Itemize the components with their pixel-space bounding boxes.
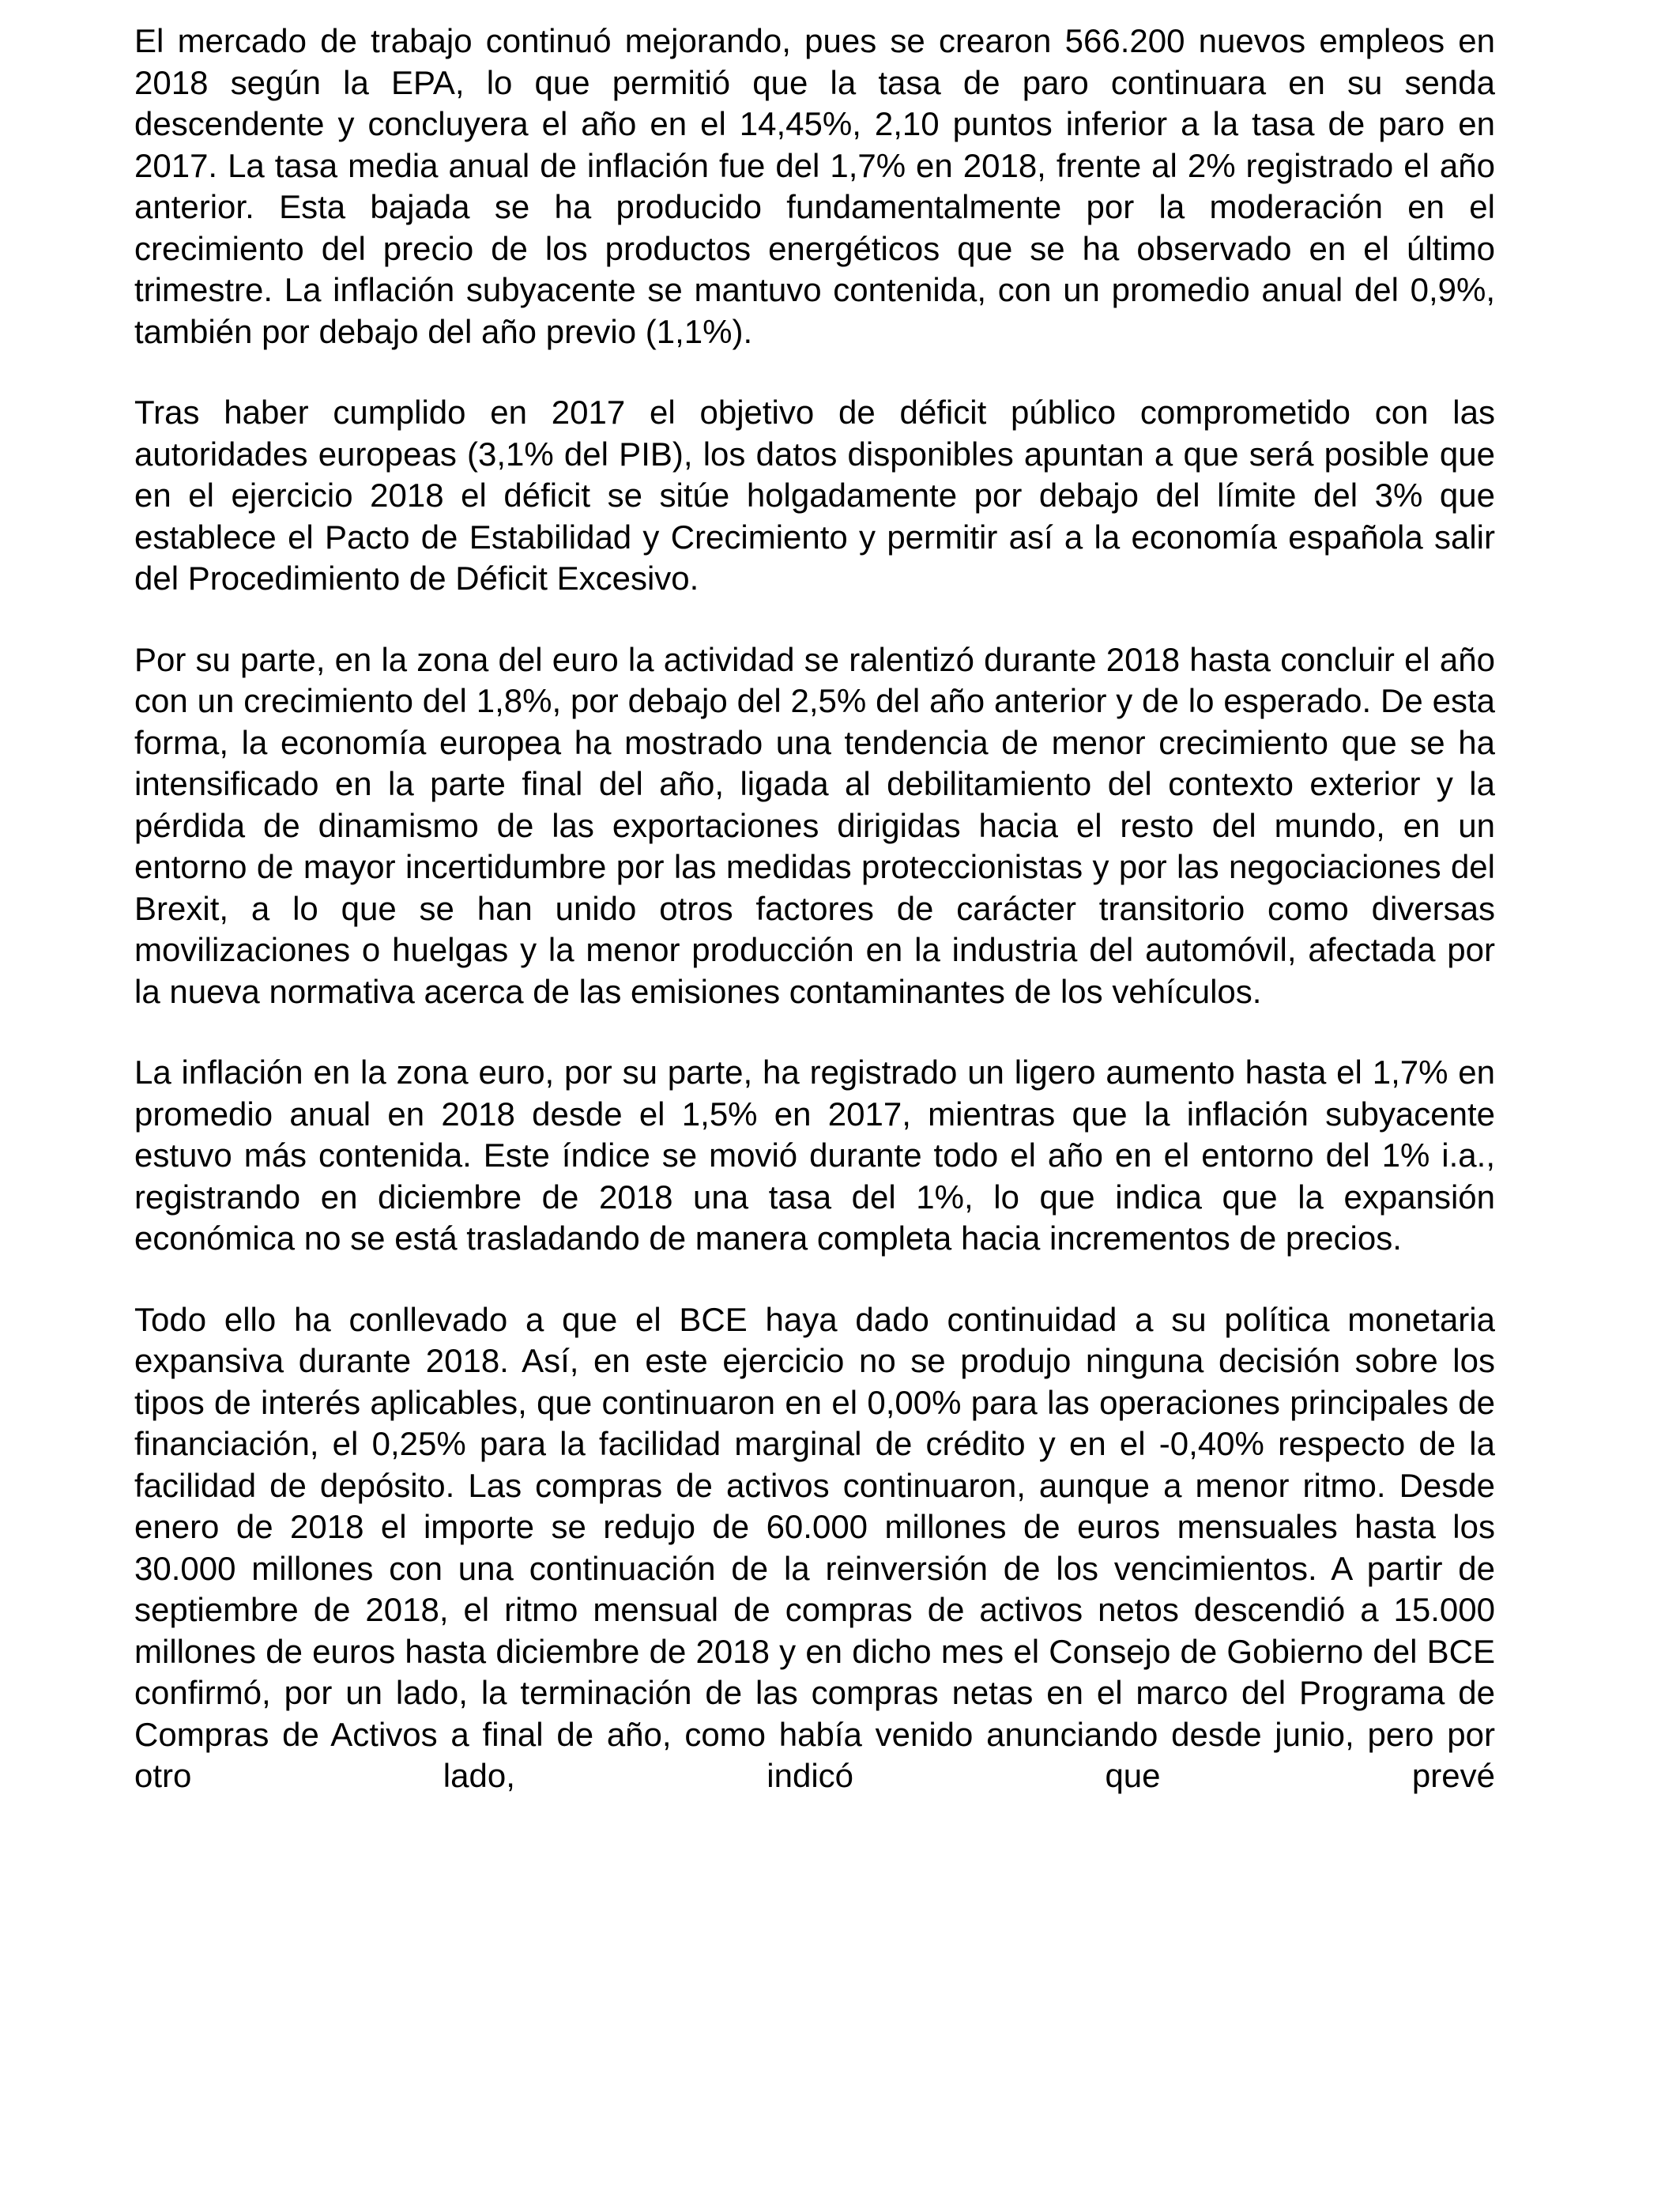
- paragraph-public-deficit: Tras haber cumplido en 2017 el objetivo de déficit público comprometido con las autoridades europeas (3,1% del PIB), los datos disponibles apuntan a que será posible que en el ejercicio 2018 el déficit se sitúe holgadamente por debajo del límite del 3% que establece el Pacto de Estabilidad y Crecimiento y permitir así a la economía española salir del Procedimiento de Déficit Excesivo.: [134, 394, 1495, 597]
- document-page: [134, 21, 1495, 1837]
- paragraph-euro-zone-activity: Por su parte, en la zona del euro la actividad se ralentizó durante 2018 hasta concluir el año con un crecimiento del 1,8%, por debajo del 2,5% del año anterior y de lo esperado. De esta forma, la economía europea ha mostrado una tendencia de menor crecimiento que se ha intensificado en la parte final del año, ligada al debilitamiento del contexto exterior y la pérdida de dinamismo de las exportaciones dirigidas hacia el resto del mundo, en un entorno de mayor incertidumbre por las medidas proteccionistas y por las negociaciones del Brexit, a lo que se han unido otros factores de carácter transitorio como diversas movilizaciones o huelgas y la menor producción en la industria del automóvil, afectada por la nueva normativa acerca de las emisiones contaminantes de los vehículos.: [134, 640, 1495, 1010]
- paragraph-euro-zone-inflation: La inflación en la zona euro, por su parte, ha registrado un ligero aumento hasta el 1,7% en promedio anual en 2018 desde el 1,5% en 2017, mientras que la inflación subyacente estuvo más contenida. Este índice se movió durante todo el año en el entorno del 1% i.a., registrando en diciembre de 2018 una tasa del 1%, lo que indica que la expansión económica no se está trasladando de manera completa hacia incrementos de precios.: [134, 1054, 1495, 1257]
- paragraph-ecb-policy: Todo ello ha conllevado a que el BCE haya dado continuidad a su política monetaria expansiva durante 2018. Así, en este ejercicio no se produjo ninguna decisión sobre los tipos de interés aplicables, que continuaron en el 0,00% para las operaciones principales de financiación, el 0,25% para la facilidad marginal de crédito y en el -0,40% respecto de la facilidad de depósito. Las compras de activos continuaron, aunque a menor ritmo. Desde enero de 2018 el importe se redujo de 60.000 millones de euros mensuales hasta los 30.000 millones con una continuación de la reinversión de los vencimientos. A partir de septiembre de 2018, el ritmo mensual de compras de activos netos descendió a 15.000 millones de euros hasta diciembre de 2018 y en dicho mes el Consejo de Gobierno del BCE confirmó, por un lado, la terminación de las compras netas en el marco del Programa de Compras de Activos a final de año, como había venido anunciando desde junio, pero por otro lado, indicó que prevé: [134, 1300, 1495, 1794]
- paragraph-labor-market: El mercado de trabajo continuó mejorando, pues se crearon 566.200 nuevos empleos en 2018 según la EPA, lo que permitió que la tasa de paro continuara en su senda descendente y concluyera el año en el 14,45%, 2,10 puntos inferior a la tasa de paro en 2017. La tasa media anual de inflación fue del 1,7% en 2018, frente al 2% registrado el año anterior. Esta bajada se ha producido fundamentalmente por la moderación en el crecimiento del precio de los productos energéticos que se ha observado en el último trimestre. La inflación subyacente se mantuvo contenida, con un promedio anual del 0,9%, también por debajo del año previo (1,1%).: [134, 22, 1495, 350]
